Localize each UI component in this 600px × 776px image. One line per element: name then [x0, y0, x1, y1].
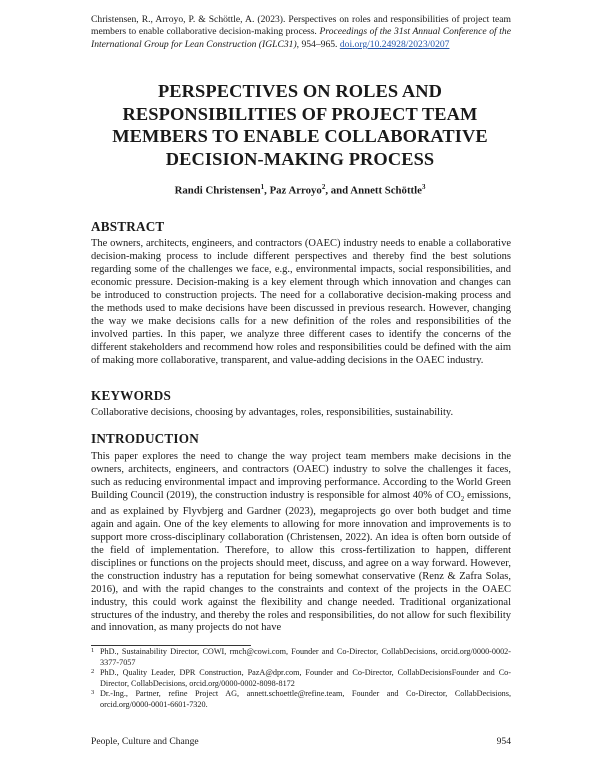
- footnote-number: 1: [91, 647, 95, 654]
- footer-section: People, Culture and Change: [91, 736, 199, 747]
- abstract-text: The owners, architects, engineers, and contractors (OAEC) industry needs to enable a collaborative decision-making process to include different perspectives and thereby find the best solutions regarding some of the challenges we face, e.g., environmental impacts, social responsibilities, and economic pressure. Decision-making is a key element through which innovation and changes can be introduced to construction projects. The need for a collaborative decision-making process and the methods used to make decisions have been discussed in previous research. However, changing the way we make decisions calls for a new definition of the roles and responsibilities of the involved parties. In this paper, we analyze three different cases to identify the concerns of the different stakeholders and recommend how roles and responsibilities could be defined with the aim of making more collaborative, transparent, and value-adding decisions in the OAEC industry.: [91, 238, 511, 366]
- keywords-text: Collaborative decisions, choosing by advantages, roles, responsibilities, sustainability.: [91, 407, 454, 418]
- citation-header: [91, 14, 511, 51]
- citation-text: Christensen, R., Arroyo, P. & Schöttle, A. (2023). Perspectives on roles and responsibilities of project team members to enable collaborative decision-making process.: [91, 14, 511, 38]
- author-mark: 3: [421, 183, 426, 191]
- introduction-heading: INTRODUCTION: [91, 431, 199, 446]
- abstract-heading: ABSTRACT: [91, 219, 165, 234]
- proceedings-title: Proceedings of the 31st Annual Conference of the International Group for Lean Construction (IGLC31): [91, 26, 511, 50]
- author-mark: 2: [321, 183, 326, 191]
- author-mark: 1: [260, 183, 265, 191]
- doi-link[interactable]: doi.org/10.24928/2023/0207: [339, 38, 450, 50]
- footnote-text: PhD., Sustainability Director, COWI, rmch@cowi.com, Founder and Co-Director, CollabDecisions, orcid.org/0000-0002-3377-7057: [100, 647, 511, 667]
- footnote: [91, 647, 511, 668]
- paper-title: PERSPECTIVES ON ROLES AND RESPONSIBILITIES OF PROJECT TEAM MEMBERS TO ENABLE COLLABORATIVE DECISION-MAKING PROCESS: [112, 81, 488, 169]
- page-number: 954: [496, 736, 511, 747]
- footnote: [91, 689, 511, 710]
- footnote-text: Dr.-Ing., Partner, refine Project AG, annett.schoettle@refine.team, Founder and Co-Director, CollabDecisions, orcid.org/0000-0001-6601-7320.: [100, 689, 511, 709]
- author-list: Randi Christensen$^1$, Paz Arroyo$^2$, and Annett Schöttle$^3$: [174, 183, 426, 197]
- author-name: Randi Christensen: [174, 184, 261, 197]
- author-name: Paz Arroyo: [269, 184, 322, 197]
- footnote-divider: [91, 645, 251, 646]
- footnotes: [91, 647, 511, 711]
- author-name: Annett Schöttle: [350, 184, 422, 197]
- footnote: [91, 668, 511, 689]
- footnote-text: PhD., Quality Leader, DPR Construction, PazA@dpr.com, Founder and Co-Director, CollabDecisionsFounder and Co-Director, CollabDecisions, orcid.org/0000-0002-8098-8172: [100, 668, 511, 688]
- page-range: , 954–965.: [296, 38, 338, 50]
- keywords-heading: KEYWORDS: [91, 388, 172, 403]
- footnote-number: 2: [91, 668, 95, 676]
- footnote-number: 3: [91, 689, 95, 697]
- introduction-text: This paper explores the need to change the way project team members make decisions in the owners, architects, engineers, and contractors (OAEC) industry to solve the challenges it faces, such as reducing environmental impact and improving performance. According to the World Green Building Council (2019), the construction industry is responsible for almost 40% of $CO_2$ emissions, and as explained by Flyvbjerg and Gardner (2023), megaprojects go over both budget and time again and again. One of the key elements to allowing for more innovation and improvements is to support more cross-disciplinary collaboration (Christensen, 2022). An idea is often born outside of the field of implementation. Therefore, to allow this cross-fertilization to happen, different disciplines or functions on the projects should meet, discuss, and agree on a way forward. However, the construction industry has a reputation for being somewhat conservative (Renz & Zafra Solas, 2016), and with the rapid changes to the constraints and context of the projects in the OAEC industry, this could work against the flexibility and change needed. Traditional organizational structures of the industry, and thereby the roles and responsibilities, do not allow for such flexibility and innovation, as many projects do not have: [91, 451, 512, 634]
